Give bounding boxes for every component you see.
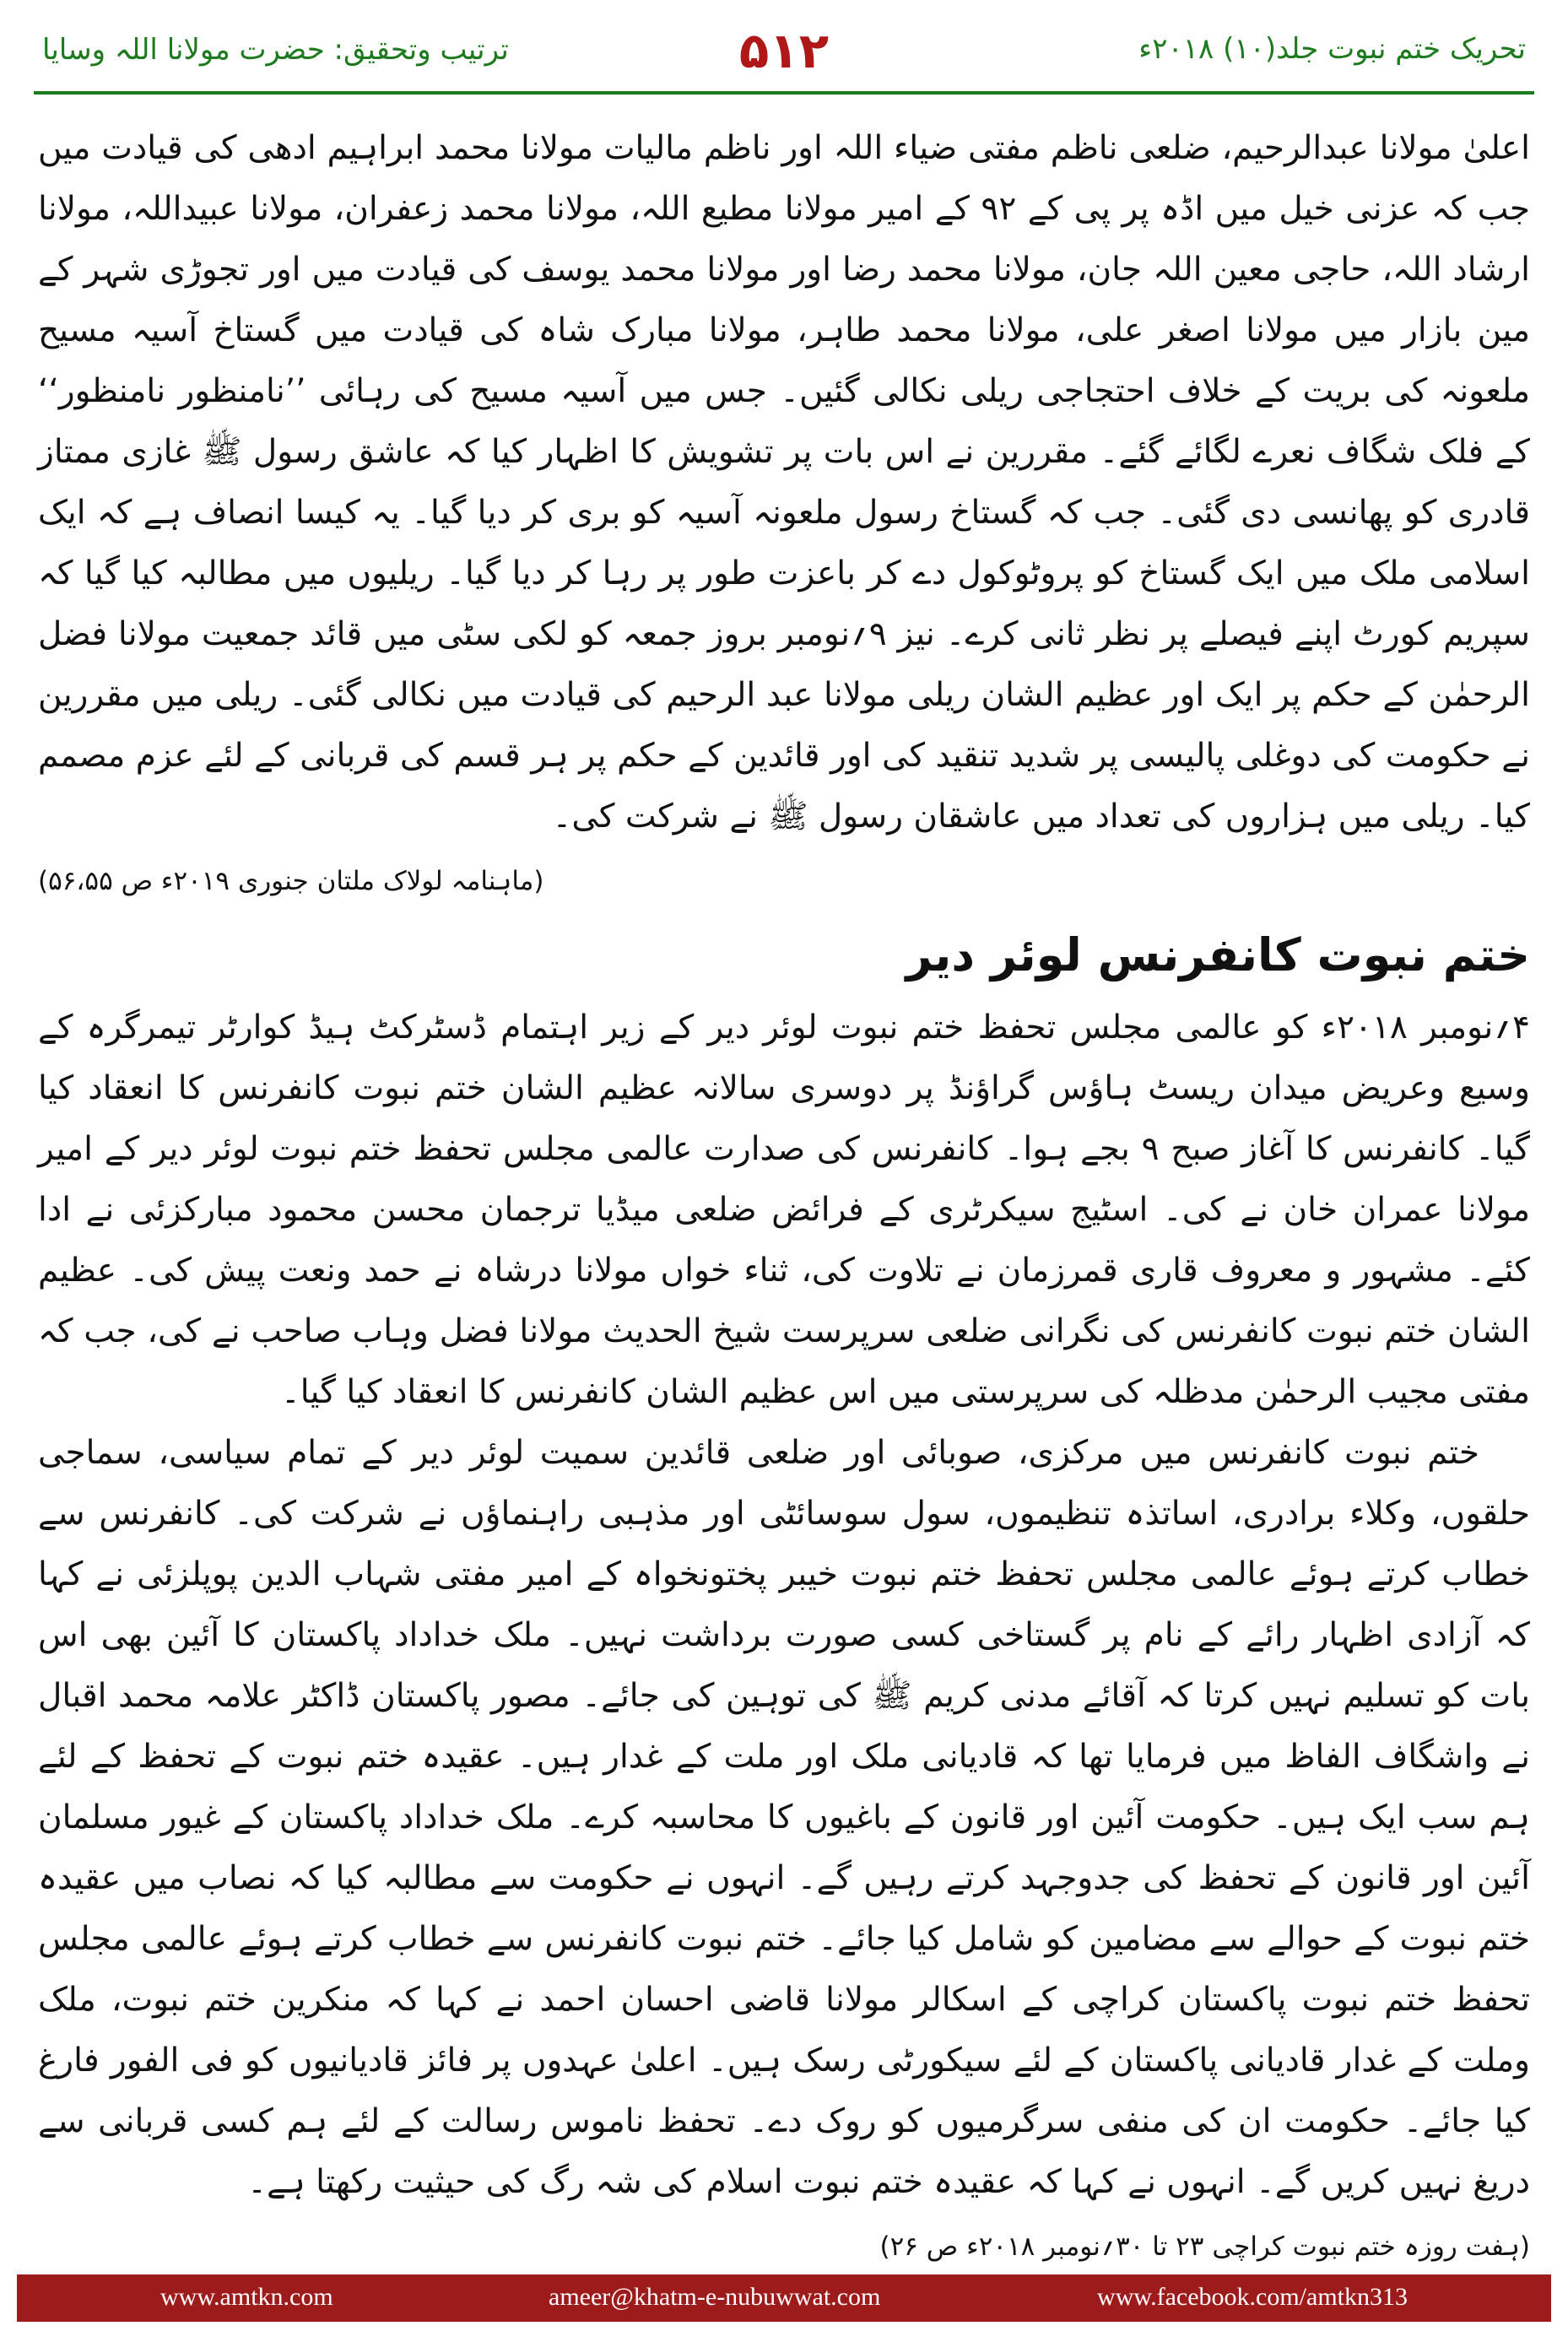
- footer-website-link[interactable]: www.amtkn.com: [160, 2283, 333, 2311]
- paragraph-rally-report: اعلیٰ مولانا عبدالرحیم، ضلعی ناظم مفتی ضیاء اللہ اور ناظم مالیات مولانا محمد ابراہیم ادھی کی قیادت میں جب کہ عزنی خیل میں اڈہ پر پی کے ۹۲ کے امیر مولانا مطیع اللہ، مولانا محمد زعفران، مولانا عبیداللہ، مولانا ارشاد اللہ، حاجی معین اللہ جان، مولانا محمد رضا اور مولانا محمد یوسف کی قیادت میں اور تجوڑی شہر کے مین بازار میں مولانا اصغر علی، مولانا محمد طاہر، مولانا مبارک شاہ کی قیادت میں گستاخ آسیہ مسیح ملعونہ کی بریت کے خلاف احتجاجی ریلی نکالی گئیں۔ جس میں آسیہ مسیح کی رہائی ’’نامنظور نامنظور‘‘ کے فلک شگاف نعرے لگائے گئے۔ مقررین نے اس بات پر تشویش کا اظہار کیا کہ عاشق رسول ﷺ غازی ممتاز قادری کو پھانسی دی گئی۔ جب کہ گستاخ رسول ملعونہ آسیہ کو بری کر دیا گیا۔ یہ کیسا انصاف ہے کہ ایک اسلامی ملک میں ایک گستاخ کو پروٹوکول دے کر باعزت طور پر رہا کر دیا گیا۔ ریلیوں میں مطالبہ کیا گیا کہ سپریم کورٹ اپنے فیصلے پر نظر ثانی کرے۔ نیز ۹؍نومبر بروز جمعہ کو لکی سٹی میں قائد جمعیت مولانا فضل الرحمٰن کے حکم پر ایک اور عظیم الشان ریلی مولانا عبد الرحیم کی قیادت میں نکالی گئی۔ ریلی میں مقررین نے حکومت کی دوغلی پالیسی پر شدید تنقید کی اور قائدین کے حکم پر ہر قسم کی قربانی کے لئے عزم مصمم کیا۔ ریلی میں ہزاروں کی تعداد میں عاشقان رسول ﷺ نے شرکت کی۔: [38, 129, 1530, 836]
- page-header: [34, 22, 1534, 84]
- source-citation-lolak: (ماہنامہ لولاک ملتان جنوری ۲۰۱۹ء ص ۵۶،۵۵): [38, 866, 544, 896]
- compiler-credit: ترتیب وتحقیق: حضرت مولانا اللہ وسایا: [42, 33, 509, 67]
- book-title: تحریک ختم نبوت جلد(۱۰) ۲۰۱۸ء: [1138, 32, 1526, 66]
- footer-facebook-link[interactable]: www.facebook.com/amtkn313: [1097, 2283, 1408, 2311]
- paragraph-conference-speeches: ختم نبوت کانفرنس میں مرکزی، صوبائی اور ضلعی قائدین سمیت لوئر دیر کے تمام سیاسی، سماجی حلقوں، وکلاء برادری، اساتذہ تنظیموں، سول سوسائٹی اور مذہبی راہنماؤں نے شرکت کی۔ کانفرنس سے خطاب کرتے ہوئے عالمی مجلس تحفظ ختم نبوت خیبر پختونخواہ کے امیر مفتی شہاب الدین پوپلزئی نے کہا کہ آزادی اظہار رائے کے نام پر گستاخی کسی صورت برداشت نہیں۔ ملک خداداد پاکستان کا آئین بھی اس بات کو تسلیم نہیں کرتا کہ آقائے مدنی کریم ﷺ کی توہین کی جائے۔ مصور پاکستان ڈاکٹر علامہ محمد اقبال نے واشگاف الفاظ میں فرمایا تھا کہ قادیانی ملک اور ملت کے غدار ہیں۔ عقیدہ ختم نبوت کے تحفظ کے لئے ہم سب ایک ہیں۔ حکومت آئین اور قانون کے باغیوں کا محاسبہ کرے۔ ملک خداداد پاکستان کے غیور مسلمان آئین اور قانون کے تحفظ کی جدوجہد کرتے رہیں گے۔ انہوں نے حکومت سے مطالبہ کیا کہ نصاب میں عقیدہ ختم نبوت کے حوالے سے مضامین کو شامل کیا جائے۔ ختم نبوت کانفرنس سے خطاب کرتے ہوئے عالمی مجلس تحفظ ختم نبوت پاکستان کراچی کے اسکالر مولانا قاضی احسان احمد نے کہا کہ منکرین ختم نبوت، ملک وملت کے غدار قادیانی پاکستان کے لئے سیکورٹی رسک ہیں۔ اعلیٰ عہدوں پر فائز قادیانیوں کو فی الفور فارغ کیا جائے۔ حکومت ان کی منفی سرگرمیوں کو روک دے۔ تحفظ ناموس رسالت کے لئے ہم کسی قربانی سے دریغ نہیں کریں گے۔ انہوں نے کہا کہ عقیدہ ختم نبوت اسلام کی شہ رگ کی حیثیت رکھتا ہے۔: [38, 1434, 1530, 2201]
- header-rule: [34, 91, 1534, 95]
- page-number: ۵۱۲: [738, 22, 830, 79]
- section-heading: ختم نبوت کانفرنس لوئر دیر: [906, 928, 1530, 982]
- footer-email-link[interactable]: ameer@khatm-e-nubuwwat.com: [549, 2283, 881, 2311]
- source-citation-khatm-e-nubuwwat: (ہفت روزہ ختم نبوت کراچی ۲۳ تا ۳۰؍نومبر ۲۰۱۸ء ص ۲۶): [879, 2231, 1530, 2262]
- footer-bar: [17, 2274, 1551, 2322]
- paragraph-conference-intro: ۴؍نومبر ۲۰۱۸ء کو عالمی مجلس تحفظ ختم نبوت لوئر دیر کے زیر اہتمام ڈسٹرکٹ ہیڈ کوارٹر تیمرگرہ کے وسیع وعریض میدان ریسٹ ہاؤس گراؤنڈ پر دوسری سالانہ عظیم الشان ختم نبوت کانفرنس کا انعقاد کیا گیا۔ کانفرنس کا آغاز صبح ۹ بجے ہوا۔ کانفرنس کی صدارت عالمی مجلس تحفظ ختم نبوت لوئر دیر کے امیر مولانا عمران خان نے کی۔ اسٹیج سیکرٹری کے فرائض ضلعی میڈیا ترجمان محسن محمود مبارکزئی نے ادا کئے۔ مشہور و معروف قاری قمرزمان نے تلاوت کی، ثناء خواں مولانا درشاہ نے حمد ونعت پیش کی۔ عظیم الشان ختم نبوت کانفرنس کی نگرانی ضلعی سرپرست شیخ الحدیث مولانا فضل وہاب صاحب نے کی، جب کہ مفتی مجیب الرحمٰن مدظلہ کی سرپرستی میں اس عظیم الشان کانفرنس کا انعقاد کیا گیا۔: [38, 1009, 1530, 1411]
- page-body: [38, 118, 1530, 2272]
